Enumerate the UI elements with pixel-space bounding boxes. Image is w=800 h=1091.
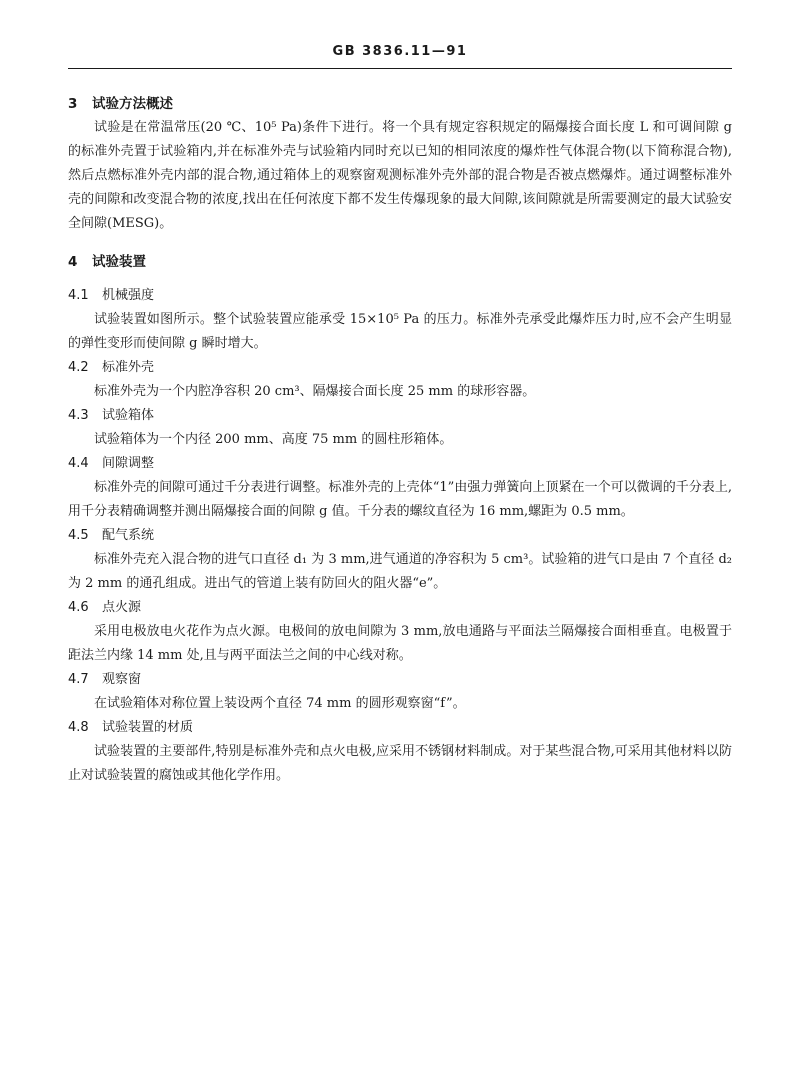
subsection-number: 4.4: [68, 456, 89, 471]
subsection-number: 4.5: [68, 528, 89, 543]
subsection-4-3-heading: [68, 404, 732, 428]
subsection-number: 4.7: [68, 672, 89, 687]
subsection-4-5-heading: [68, 524, 732, 548]
section-3-number: 3: [68, 96, 78, 112]
section-4-number: 4: [68, 254, 78, 270]
document-body: [68, 92, 732, 788]
subsection-4-8-heading: [68, 716, 732, 740]
section-4-heading: [68, 250, 732, 274]
subsection-4-7-text: 在试验箱体对称位置上装设两个直径 74 mm 的圆形观察窗“f”。: [94, 696, 466, 711]
subsection-4-1-heading: [68, 284, 732, 308]
subsection-4-2-heading: [68, 356, 732, 380]
section-3-title: 试验方法概述: [92, 96, 173, 112]
subsection-4-6-heading: [68, 596, 732, 620]
subsection-number: 4.6: [68, 600, 89, 615]
subsection-title: 点火源: [102, 600, 142, 615]
header-rule: [68, 68, 732, 69]
subsection-title: 间隙调整: [102, 456, 155, 471]
section-3-paragraph: 试验是在常温常压(20 ℃、10⁵ Pa)条件下进行。将一个具有规定容积规定的隔爆接合面长度 L 和可调间隙 g 的标准外壳置于试验箱内,并在标准外壳与试验箱内同时充以已知的相同浓度的爆炸性气体混合物(以下简称混合物),然后点燃标准外壳内部的混合物,通过箱体上的观察窗观测标准外壳外部的混合物是否被点燃爆炸。通过调整标准外壳的间隙和改变混合物的浓度,找出在任何浓度下都不发生传爆现象的最大间隙,该间隙就是所需要测定的最大试验安全间隙(MESG)。: [68, 120, 732, 231]
subsection-4-4-text: 标准外壳的间隙可通过千分表进行调整。标准外壳的上壳体“1”由强力弹簧向上顶紧在一个可以微调的千分表上,用千分表精确调整并测出隔爆接合面的间隙 g 值。千分表的螺纹直径为 16 mm,螺距为 0.5 mm。: [68, 480, 732, 519]
subsection-number: 4.1: [68, 288, 89, 303]
subsection-4-4-heading: [68, 452, 732, 476]
subsection-4-6-text: 采用电极放电火花作为点火源。电极间的放电间隙为 3 mm,放电通路与平面法兰隔爆接合面相垂直。电极置于距法兰内缘 14 mm 处,且与两平面法兰之间的中心线对称。: [68, 624, 732, 663]
subsection-4-1-text: 试验装置如图所示。整个试验装置应能承受 15×10⁵ Pa 的压力。标准外壳承受此爆炸压力时,应不会产生明显的弹性变形而使间隙 g 瞬时增大。: [68, 312, 732, 351]
subsection-4-8-text: 试验装置的主要部件,特别是标准外壳和点火电极,应采用不锈钢材料制成。对于某些混合物,可采用其他材料以防止对试验装置的腐蚀或其他化学作用。: [68, 744, 732, 783]
subsection-number: 4.8: [68, 720, 89, 735]
subsection-title: 试验箱体: [102, 408, 155, 423]
subsection-number: 4.2: [68, 360, 89, 375]
subsection-title: 标准外壳: [102, 360, 155, 375]
subsection-number: 4.3: [68, 408, 89, 423]
section-4-title: 试验装置: [92, 254, 146, 270]
subsection-4-7-heading: [68, 668, 732, 692]
subsection-title: 试验装置的材质: [102, 720, 194, 735]
standard-code-header: GB 3836.11—91: [332, 44, 468, 59]
subsection-title: 配气系统: [102, 528, 155, 543]
subsection-4-3-text: 试验箱体为一个内径 200 mm、高度 75 mm 的圆柱形箱体。: [94, 432, 453, 447]
subsection-4-5-text: 标准外壳充入混合物的进气口直径 d₁ 为 3 mm,进气通道的净容积为 5 cm³。试验箱的进气口是由 7 个直径 d₂ 为 2 mm 的通孔组成。进出气的管道上装有防回火的阻火器“e”。: [68, 552, 732, 591]
subsection-title: 机械强度: [102, 288, 155, 303]
subsection-title: 观察窗: [102, 672, 142, 687]
subsection-4-2-text: 标准外壳为一个内腔净容积 20 cm³、隔爆接合面长度 25 mm 的球形容器。: [94, 384, 536, 399]
section-3-heading: [68, 92, 732, 116]
